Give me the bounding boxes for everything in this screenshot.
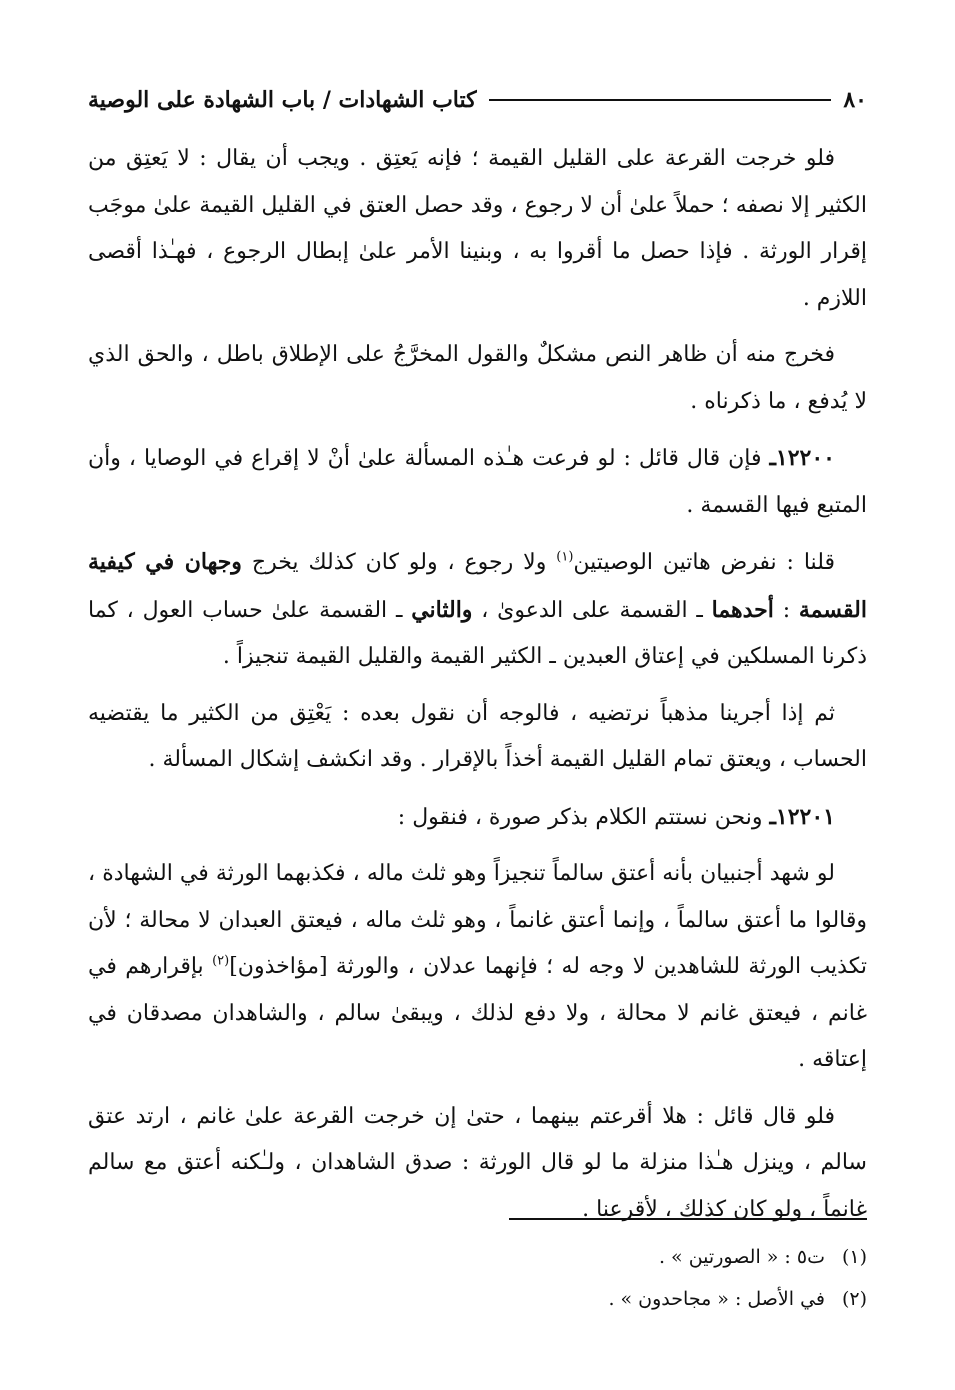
section-number: ١٢٢٠٠ـ	[769, 445, 835, 471]
footnotes	[88, 1236, 867, 1320]
main-text	[88, 136, 867, 1243]
footnote-separator	[509, 1218, 867, 1220]
footnote-ref: (١)	[556, 549, 574, 565]
paragraph-7: لو شهد أجنبيان بأنه أعتق سالماً تنجيزاً وهو ثلث ماله ، فكذبهما الورثة في الشهادة ، وقالوا ما أعتق سالماً ، وإنما أعتق غانماً ، وهو ثلث ماله ، فيعتق العبدان لا محالة ؛ لأن تكذيب الورثة للشاهدين لا وجه له ؛ فإنهما عدلان ، والورثة [مؤاخذون]$^{(٢)}$ بإقرارهم في غانم ، فيعتق غانم لا محالة ، ولا دفع لذلك ، ويبقىٰ سالم ، والشاهدان مصدقان في إعتاقه .	[88, 861, 867, 1072]
paragraph-8: فلو قال قائل : هلا أقرعتم بينهما ، حتىٰ إن خرجت القرعة علىٰ غانم ، ارتد عتق سالم ، وينزل هـٰذا منزلة ما لو قال الورثة : صدق الشاهدان ، ولـٰكنه أعتق مع سالم غانماً ، ولو كان كذلك ، لأقرعنا .	[88, 1103, 867, 1222]
paragraph-6: ١٢٢٠١ـ ونحن نستتم الكلام بذكر صورة ، فنقول :	[397, 803, 835, 830]
header-rule	[489, 99, 832, 101]
paragraph-4: قلنا : نفرض هاتين الوصيتين$^{(١)}$ ولا رجوع ، ولو كان كذلك يخرج وجهان في كيفية القسمة : أحدهما ـ القسمة على الدعوىٰ ، والثاني ـ القسمة علىٰ حساب العول ، كما ذكرنا المسلكين في إعتاق العبدين ـ الكثير القيمة والقليل القيمة تنجيزاً .	[88, 549, 867, 669]
footnote-1	[88, 1236, 867, 1278]
page-number: ٨٠	[843, 87, 867, 113]
footnote-text: ت٥ : « الصورتين » .	[658, 1246, 825, 1268]
paragraph-2: فخرج منه أن ظاهر النص مشكلٌ والقول المخرَّجُ على الإطلاق باطل ، والحق الذي لا يُدفع ، ما ذكرناه .	[88, 342, 867, 414]
footnote-ref: (٢)	[212, 953, 230, 969]
paragraph-3: ١٢٢٠٠ـ فإن قال قائل : لو فرعت هـٰذه المسألة علىٰ أنْ لا إقراع في الوصايا ، وأن المتبع فيها القسمة .	[88, 445, 867, 518]
running-title: كتاب الشهادات / باب الشهادة على الوصية	[88, 87, 477, 113]
footnote-2	[88, 1278, 867, 1320]
section-number: ١٢٢٠١ـ	[769, 803, 835, 830]
footnote-number: (١)	[841, 1246, 867, 1268]
page-header	[88, 80, 867, 120]
paragraph-5: ثم إذا أجرينا مذهباً نرتضيه ، فالوجه أن نقول بعده : يَعْتِق من الكثير ما يقتضيه الحساب ، ويعتق تمام القليل القيمة أخذاً بالإقرار . وقد انكشف إشكال المسألة .	[88, 700, 867, 772]
paragraph-1: فلو خرجت القرعة على القليل القيمة ؛ فإنه يَعتِق . ويجب أن يقال : لا يَعتِق من الكثير إلا نصفه ؛ حملاً علىٰ أن لا رجوع ، وقد حصل العتق في القليل القيمة علىٰ موجَب إقرار الورثة . فإذا حصل ما أقروا به ، وبنينا الأمر علىٰ إبطال الرجوع ، فهـٰذا أقصى اللازم .	[88, 146, 867, 311]
footnote-text: في الأصل : « مجاحدون » .	[608, 1288, 825, 1310]
footnote-number: (٢)	[841, 1288, 867, 1310]
